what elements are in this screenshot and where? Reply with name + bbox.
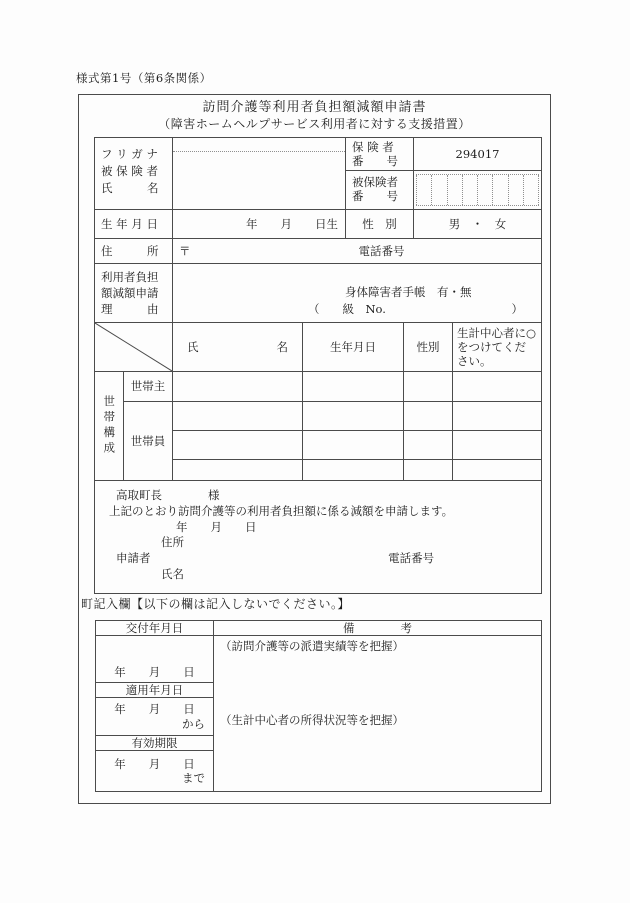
handbook-grade-left: （ 級 No. — [308, 302, 386, 316]
insured-number-digit-grid — [416, 174, 539, 206]
insurer-number-value: 294017 — [414, 138, 541, 171]
insurer-number-label — [346, 138, 414, 171]
breadwinner-cell — [453, 402, 541, 431]
form-subtitle: （障害ホームヘルプサービス利用者に対する支援措置） — [158, 117, 471, 132]
insurer-label-line1: 保 険 者 — [352, 140, 394, 154]
furigana-label: フ リ ガ ナ — [101, 147, 158, 161]
issue-date-placeholder: 年 月 日 — [114, 664, 195, 679]
sex-cell — [404, 431, 453, 460]
household-group-label — [95, 372, 124, 481]
household-birth-header: 生年月日 — [303, 323, 404, 372]
sex-value: 男 ・ 女 — [414, 210, 541, 239]
name-number-row — [95, 138, 541, 210]
insured-person-label: 被 保 険 者 — [101, 164, 158, 178]
sex-label: 性 別 — [346, 210, 414, 239]
name-header-left: 氏 — [187, 339, 199, 354]
household-group-text: 世帯構成 — [102, 395, 117, 457]
applicant-label: 申請者 — [116, 551, 151, 566]
declaration-body: 上記のとおり訪問介護等の利用者負担額に係る減額を申請します。 — [109, 503, 454, 518]
digit-cell — [431, 175, 446, 205]
digit-cell — [508, 175, 523, 205]
insured-number-label — [346, 171, 414, 210]
remark-income: （生計中心者の所得状況等を把握） — [220, 713, 404, 727]
reason-label-line3: 理 由 — [101, 302, 159, 316]
digit-cell — [416, 175, 431, 205]
insured-name-label — [95, 138, 173, 210]
breadwinner-cell — [453, 460, 541, 481]
form-title: 訪問介護等利用者負担額減額申請書 — [202, 100, 427, 115]
birthdate-cell — [303, 372, 404, 402]
name-cell — [173, 402, 303, 431]
household-name-header — [173, 323, 303, 372]
validity-date-placeholder: 年 月 日 — [114, 756, 195, 771]
sex-cell — [404, 460, 453, 481]
insured-label-line2: 番 号 — [352, 189, 398, 203]
handbook-text: 身体障害者手帳 有・無 — [345, 285, 472, 299]
form-outer-border — [78, 94, 551, 804]
phone-label: 電話番号 — [358, 243, 405, 258]
declaration-date: 年 月 日 — [176, 519, 257, 534]
digit-cell — [477, 175, 492, 205]
insurer-label-line2: 番 号 — [352, 154, 398, 168]
reason-label — [95, 264, 173, 323]
declaration-addressee: 高取町長 様 — [116, 488, 220, 502]
apply-from-suffix: から — [182, 716, 205, 731]
insured-number-row — [346, 171, 541, 210]
household-sex-header: 性別 — [404, 323, 453, 372]
declaration-block — [95, 481, 541, 593]
digit-cell — [462, 175, 477, 205]
sex-cell — [404, 402, 453, 431]
diagonal-line-icon — [95, 323, 172, 371]
validity-label: 有効期限 — [96, 736, 214, 751]
household-member-row — [173, 402, 541, 431]
digit-cell — [447, 175, 462, 205]
handbook-grade-right: ） — [511, 302, 523, 316]
declaration-phone-label: 電話番号 — [388, 551, 435, 566]
insured-name-field — [173, 138, 346, 210]
address-field — [173, 239, 541, 264]
validity-date-field — [96, 751, 214, 791]
furigana-separator — [173, 138, 345, 152]
household-head-label: 世帯主 — [124, 372, 173, 402]
digit-cell — [523, 175, 539, 205]
postal-mark: 〒 — [179, 243, 191, 258]
declaration-applicant-line — [95, 551, 541, 567]
insurer-number-row — [346, 138, 541, 171]
birthdate-cell — [303, 431, 404, 460]
birthdate-field: 年 月 日生 — [173, 210, 346, 239]
sex-cell — [404, 372, 453, 402]
household-body — [95, 372, 541, 481]
apply-date-label: 適用年月日 — [96, 683, 214, 698]
birthdate-label: 生 年 月 日 — [95, 210, 173, 239]
name-cell — [173, 431, 303, 460]
reason-row — [95, 264, 541, 323]
household-member-row — [173, 431, 541, 460]
household-member-row — [173, 460, 541, 481]
birthdate-sex-row — [95, 210, 541, 239]
issue-date-field — [96, 636, 214, 683]
name-header-right: 名 — [276, 339, 288, 354]
diagonal-cell — [95, 323, 173, 372]
household-member-label: 世帯員 — [124, 402, 173, 481]
insured-number-field — [414, 171, 541, 210]
name-cell — [173, 372, 303, 402]
birthdate-cell — [303, 402, 404, 431]
digit-cell — [492, 175, 507, 205]
handbook-grade-line — [173, 301, 541, 318]
address-row — [95, 239, 541, 264]
declaration-name-label: 氏名 — [161, 566, 184, 581]
address-label: 住 所 — [95, 239, 173, 264]
town-section-title: 町記入欄【以下の欄は記入しないでください。】 — [81, 597, 351, 611]
remarks-field — [214, 636, 541, 791]
breadwinner-note: 生計中心者に○をつけてください。 — [453, 323, 541, 372]
validity-until-suffix: まで — [182, 771, 205, 785]
remark-dispatch: （訪問介護等の派遣実績等を把握） — [220, 639, 404, 653]
birthdate-cell — [303, 460, 404, 481]
applicant-info-table — [94, 137, 542, 594]
remarks-header: 備 考 — [214, 621, 541, 636]
apply-date-placeholder: 年 月 日 — [114, 702, 195, 717]
apply-date-field — [96, 698, 214, 736]
town-entry-table — [95, 620, 542, 792]
household-head-row — [173, 372, 541, 402]
reason-label-line2: 額減額申請 — [101, 286, 159, 300]
name-label: 氏 名 — [101, 181, 159, 195]
reason-field — [173, 264, 541, 323]
form-number: 様式第1号（第6条関係） — [76, 71, 212, 85]
declaration-address-label: 住所 — [161, 535, 184, 550]
issue-date-label: 交付年月日 — [96, 621, 214, 636]
name-cell — [173, 460, 303, 481]
breadwinner-cell — [453, 431, 541, 460]
reason-label-line1: 利用者負担 — [101, 270, 159, 284]
household-header-row — [95, 323, 541, 372]
breadwinner-cell — [453, 372, 541, 402]
insured-label-line1: 被保険者 — [352, 175, 398, 189]
